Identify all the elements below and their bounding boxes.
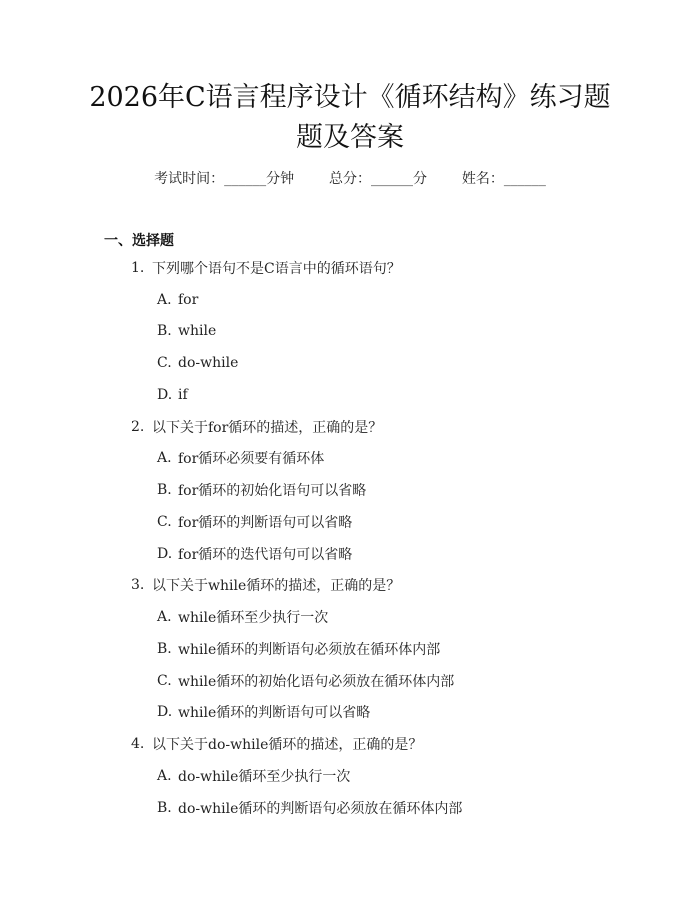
option-letter: A. [157, 291, 172, 308]
question-text: 以下关于for循环的描述，正确的是？ [152, 419, 383, 436]
option-text: while [178, 323, 217, 340]
name-blank: ______ [503, 171, 546, 187]
option-text: do-while循环的判断语句必须放在循环体内部 [178, 800, 463, 817]
option-3d [0, 697, 700, 729]
option-letter: C. [157, 355, 172, 372]
option-4a [0, 760, 700, 792]
question-number: 1. [131, 259, 145, 276]
exam-time-unit: 分钟 [266, 171, 295, 187]
option-letter: B. [157, 482, 172, 499]
option-text: for [178, 291, 199, 308]
option-text: while循环至少执行一次 [178, 610, 329, 627]
option-3a [0, 601, 700, 633]
option-text: for循环的初始化语句可以省略 [178, 483, 367, 500]
option-2d [0, 538, 700, 570]
option-text: while循环的判断语句可以省略 [178, 705, 371, 722]
total-score-unit: 分 [413, 171, 427, 187]
option-2c [0, 506, 700, 538]
name-label: 姓名： [461, 171, 504, 187]
option-letter: D. [157, 704, 173, 721]
option-letter: C. [157, 672, 172, 689]
option-letter: A. [157, 609, 172, 626]
document-title [60, 78, 640, 158]
exam-info [0, 168, 700, 188]
option-text: do-while [178, 355, 239, 372]
total-score-blank: ______ [371, 171, 413, 187]
option-2a [0, 443, 700, 475]
question-text: 下列哪个语句不是C语言中的循环语句？ [152, 260, 401, 277]
option-4b [0, 792, 700, 824]
option-1a [0, 284, 700, 316]
title-line-2: 题及答案 [296, 122, 404, 153]
question-4 [0, 728, 700, 760]
question-1 [0, 252, 700, 284]
option-text: while循环的初始化语句必须放在循环体内部 [178, 673, 455, 690]
option-letter: B. [157, 799, 172, 816]
question-number: 3. [131, 577, 145, 594]
total-score-label: 总分： [329, 171, 371, 187]
option-1b [0, 316, 700, 348]
option-letter: A. [157, 450, 172, 467]
option-letter: C. [157, 513, 172, 530]
question-3 [0, 570, 700, 602]
option-text: do-while循环至少执行一次 [178, 768, 351, 785]
option-letter: B. [157, 323, 172, 340]
option-1c [0, 347, 700, 379]
option-text: for循环的判断语句可以省略 [178, 514, 353, 531]
option-letter: A. [157, 767, 172, 784]
option-text: while循环的判断语句必须放在循环体内部 [178, 641, 441, 658]
option-text: for循环必须要有循环体 [178, 451, 325, 468]
option-3c [0, 665, 700, 697]
question-number: 4. [131, 736, 145, 753]
question-2 [0, 411, 700, 443]
option-text: for循环的迭代语句可以省略 [178, 546, 353, 563]
question-text: 以下关于while循环的描述，正确的是？ [152, 578, 401, 595]
section-title: 一、选择题 [104, 233, 174, 249]
title-line-1: 2026年C语言程序设计《循环结构》练习题 [89, 82, 611, 113]
option-2b [0, 474, 700, 506]
option-letter: D. [157, 386, 173, 403]
question-number: 2. [131, 418, 145, 435]
question-list [0, 252, 700, 824]
option-letter: D. [157, 545, 173, 562]
option-text: if [178, 386, 188, 403]
exam-time-label: 考试时间： [154, 171, 225, 187]
option-1d [0, 379, 700, 411]
option-letter: B. [157, 640, 172, 657]
option-3b [0, 633, 700, 665]
exam-time-blank: ______ [224, 171, 267, 187]
question-text: 以下关于do-while循环的描述，正确的是？ [152, 737, 423, 754]
